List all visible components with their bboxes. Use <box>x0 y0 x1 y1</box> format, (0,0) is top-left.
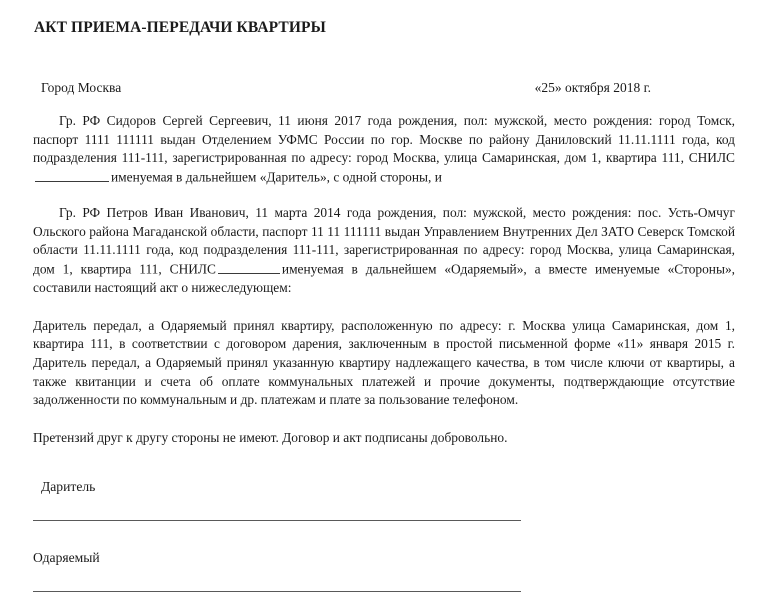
signature-label-receiver: Одаряемый <box>33 550 100 565</box>
signature-line-receiver[interactable] <box>33 591 521 592</box>
receiver-snils-blank[interactable] <box>218 260 280 274</box>
paragraph-giver <box>33 112 735 187</box>
signature-section <box>33 478 735 592</box>
signature-label-giver: Даритель <box>41 479 96 494</box>
receiver-designation-text: именуемая в дальнейшем «Одаряемый», а вместе именуемые «Стороны», составили настоящий акт о нижеследующем: <box>33 261 735 296</box>
page-title: АКТ ПРИЕМА-ПЕРЕДАЧИ КВАРТИРЫ <box>34 19 326 36</box>
document-date: «25» октября 2018 г. <box>534 80 651 95</box>
city-date-row <box>41 80 735 96</box>
paragraph-receiver <box>33 204 735 298</box>
document-body <box>33 112 735 447</box>
receiver-details-text: Гр. РФ Петров Иван Иванович, 11 марта 2014 года рождения, пол: мужской, место рождения: пос. Усть-Омчуг Ольского района Магаданской области, паспорт 11 11 111111 выдан Управлением Внутренних Дел ЗАТО Северск Томской области 11.11.1111 года, код подразделения 111-111, зарегистрированная по адресу: город Москва, улица Самаринская, дом 1, квартира 111, СНИЛС <box>33 205 735 277</box>
giver-details-text: Гр. РФ Сидоров Сергей Сергеевич, 11 июня 2017 года рождения, пол: мужской, место рождения: город Томск, паспорт 1111 111111 выдан Отделением УФМС России по гор. Москве по району Даниловский 11.11.1111 года, код подразделения 111-111, зарегистрированная по адресу: город Москва, улица Самаринская, дом 1, квартира 111, СНИЛС <box>33 113 735 166</box>
giver-snils-blank[interactable] <box>35 168 109 182</box>
giver-designation-text: именуемая в дальнейшем «Даритель», с одной стороны, и <box>111 169 442 185</box>
paragraph-no-claims: Претензий друг к другу стороны не имеют. Договор и акт подписаны добровольно. <box>33 429 508 445</box>
signature-group-giver <box>33 478 735 521</box>
signature-group-receiver <box>33 549 735 592</box>
signature-line-giver[interactable] <box>33 520 521 521</box>
city-label: Город Москва <box>41 80 122 95</box>
paragraph-transfer-terms: Даритель передал, а Одаряемый принял квартиру, расположенную по адресу: г. Москва улица Самаринская, дом 1, квартира 111, в соответствии с договором дарения, заключенным в простой письменной форме «11» января 2015 г. Даритель передал, а Одаряемый принял указанную квартиру надлежащего качества, в том числе ключи от квартиры, а также квитанции и счета об оплате коммунальных платежей и прочие документы, подтверждающие отсутствие задолженности по коммунальным и др. платежам и плате за пользование телефоном. <box>33 317 735 408</box>
